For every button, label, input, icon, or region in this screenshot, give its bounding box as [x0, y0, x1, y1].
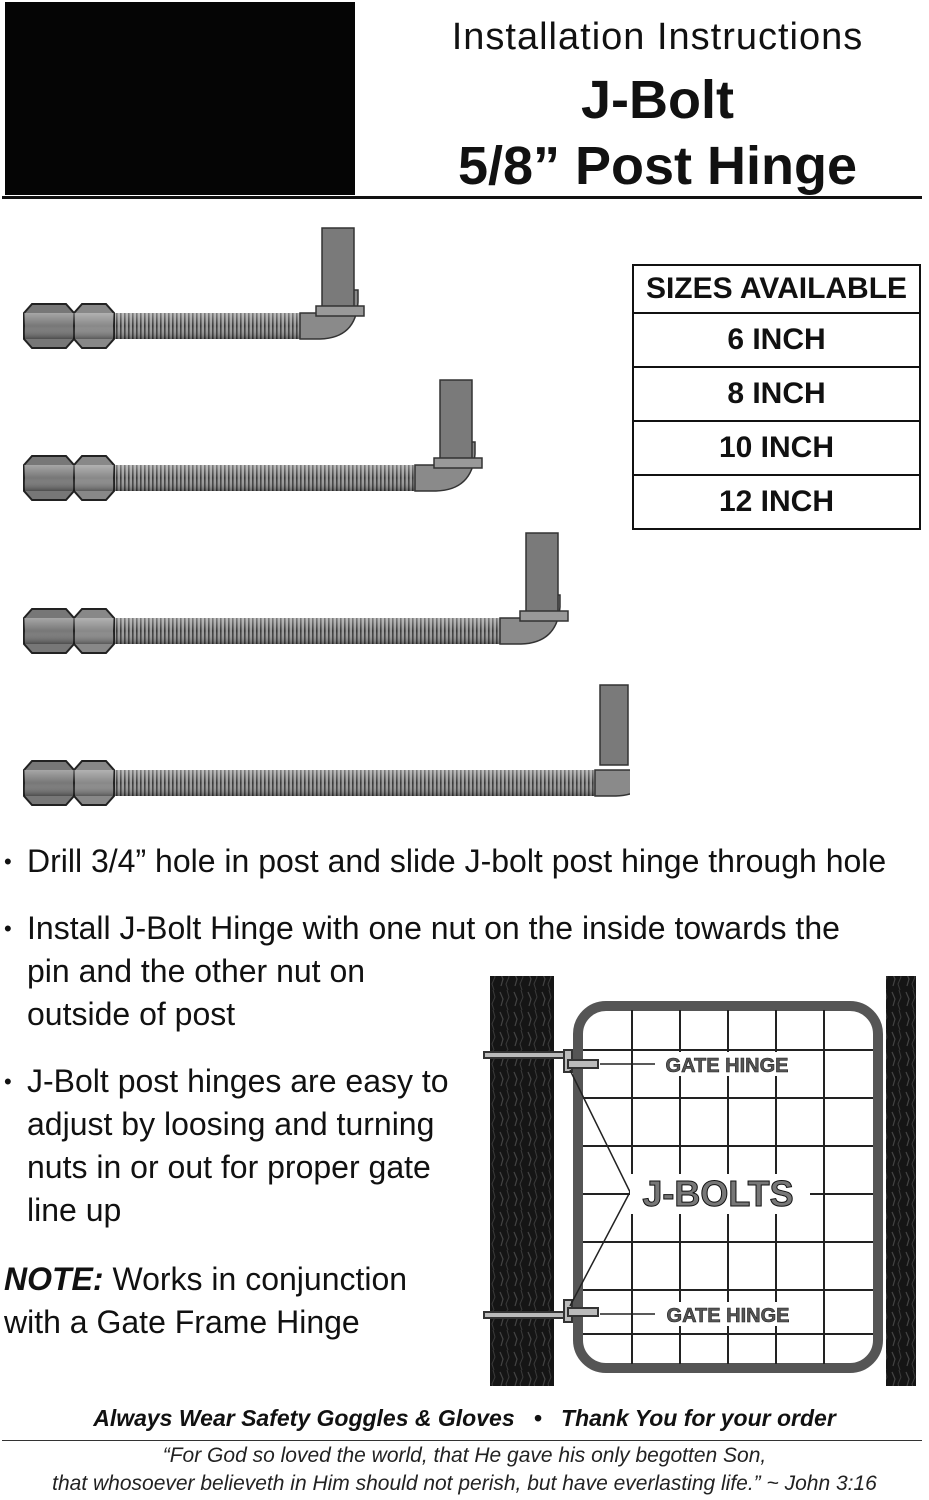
j-bolt-illustrations	[0, 220, 630, 820]
size-8-inch: 8 INCH	[633, 367, 920, 421]
note-text-line-2: with a Gate Frame Hinge	[4, 1304, 360, 1340]
instruction-text: line up	[27, 1192, 122, 1228]
logo-block	[5, 2, 355, 195]
instruction-text: J-Bolt post hinges are easy to	[27, 1063, 449, 1099]
footer-separator: •	[533, 1405, 542, 1431]
bottom-hinge-label: GATE HINGE	[666, 1305, 790, 1327]
instruction-text: adjust by loosing and turning	[27, 1106, 435, 1142]
instruction-text: nuts in or out for proper gate	[27, 1149, 431, 1185]
instruction-text: pin and the other nut on	[27, 953, 366, 989]
j-bolt-10-inch	[24, 533, 568, 653]
j-bolt-12-inch	[24, 685, 630, 805]
bullet-dot: •	[4, 1069, 12, 1094]
sizes-table	[632, 264, 921, 530]
header-subtitle: Installation Instructions	[451, 16, 864, 58]
header-title-product: 5/8” Post Hinge	[457, 136, 858, 196]
header-divider	[2, 196, 922, 199]
header-title: J-Bolt	[581, 70, 734, 130]
safety-warning: Always Wear Safety Goggles & Gloves	[93, 1405, 515, 1431]
gate-diagram	[470, 970, 920, 1390]
size-10-inch: 10 INCH	[633, 421, 920, 475]
note	[4, 1258, 407, 1344]
left-post	[490, 976, 554, 1386]
bullet-dot: •	[4, 849, 12, 874]
thank-you-message: Thank You for your order	[561, 1405, 836, 1431]
right-post	[886, 976, 916, 1386]
j-bolt-6-inch	[24, 228, 364, 348]
top-hinge-label: GATE HINGE	[665, 1055, 789, 1077]
verse-line-2: that whosoever believeth in Him should not perish, but have everlasting life.” ~ John 3:16	[52, 1472, 877, 1495]
verse-line-1: “For God so loved the world, that He gave his only begotten Son,	[162, 1444, 767, 1467]
sizes-heading: SIZES AVAILABLE	[645, 272, 908, 305]
bullet-dot: •	[4, 916, 12, 941]
instruction-text: Install J-Bolt Hinge with one nut on the inside towards the	[27, 910, 840, 946]
note-label: NOTE:	[4, 1261, 104, 1297]
j-bolt-8-inch	[24, 380, 482, 500]
instruction-text: Drill 3/4” hole in post and slide J-bolt post hinge through hole	[27, 843, 887, 879]
safety-footer	[0, 1405, 929, 1432]
note-text-line-1: Works in conjunction	[112, 1261, 408, 1297]
bolts-label: J-BOLTS	[642, 1173, 794, 1214]
footer-divider	[2, 1440, 922, 1441]
size-12-inch: 12 INCH	[633, 475, 920, 529]
size-6-inch: 6 INCH	[633, 313, 920, 367]
instruction-text: outside of post	[27, 996, 236, 1032]
